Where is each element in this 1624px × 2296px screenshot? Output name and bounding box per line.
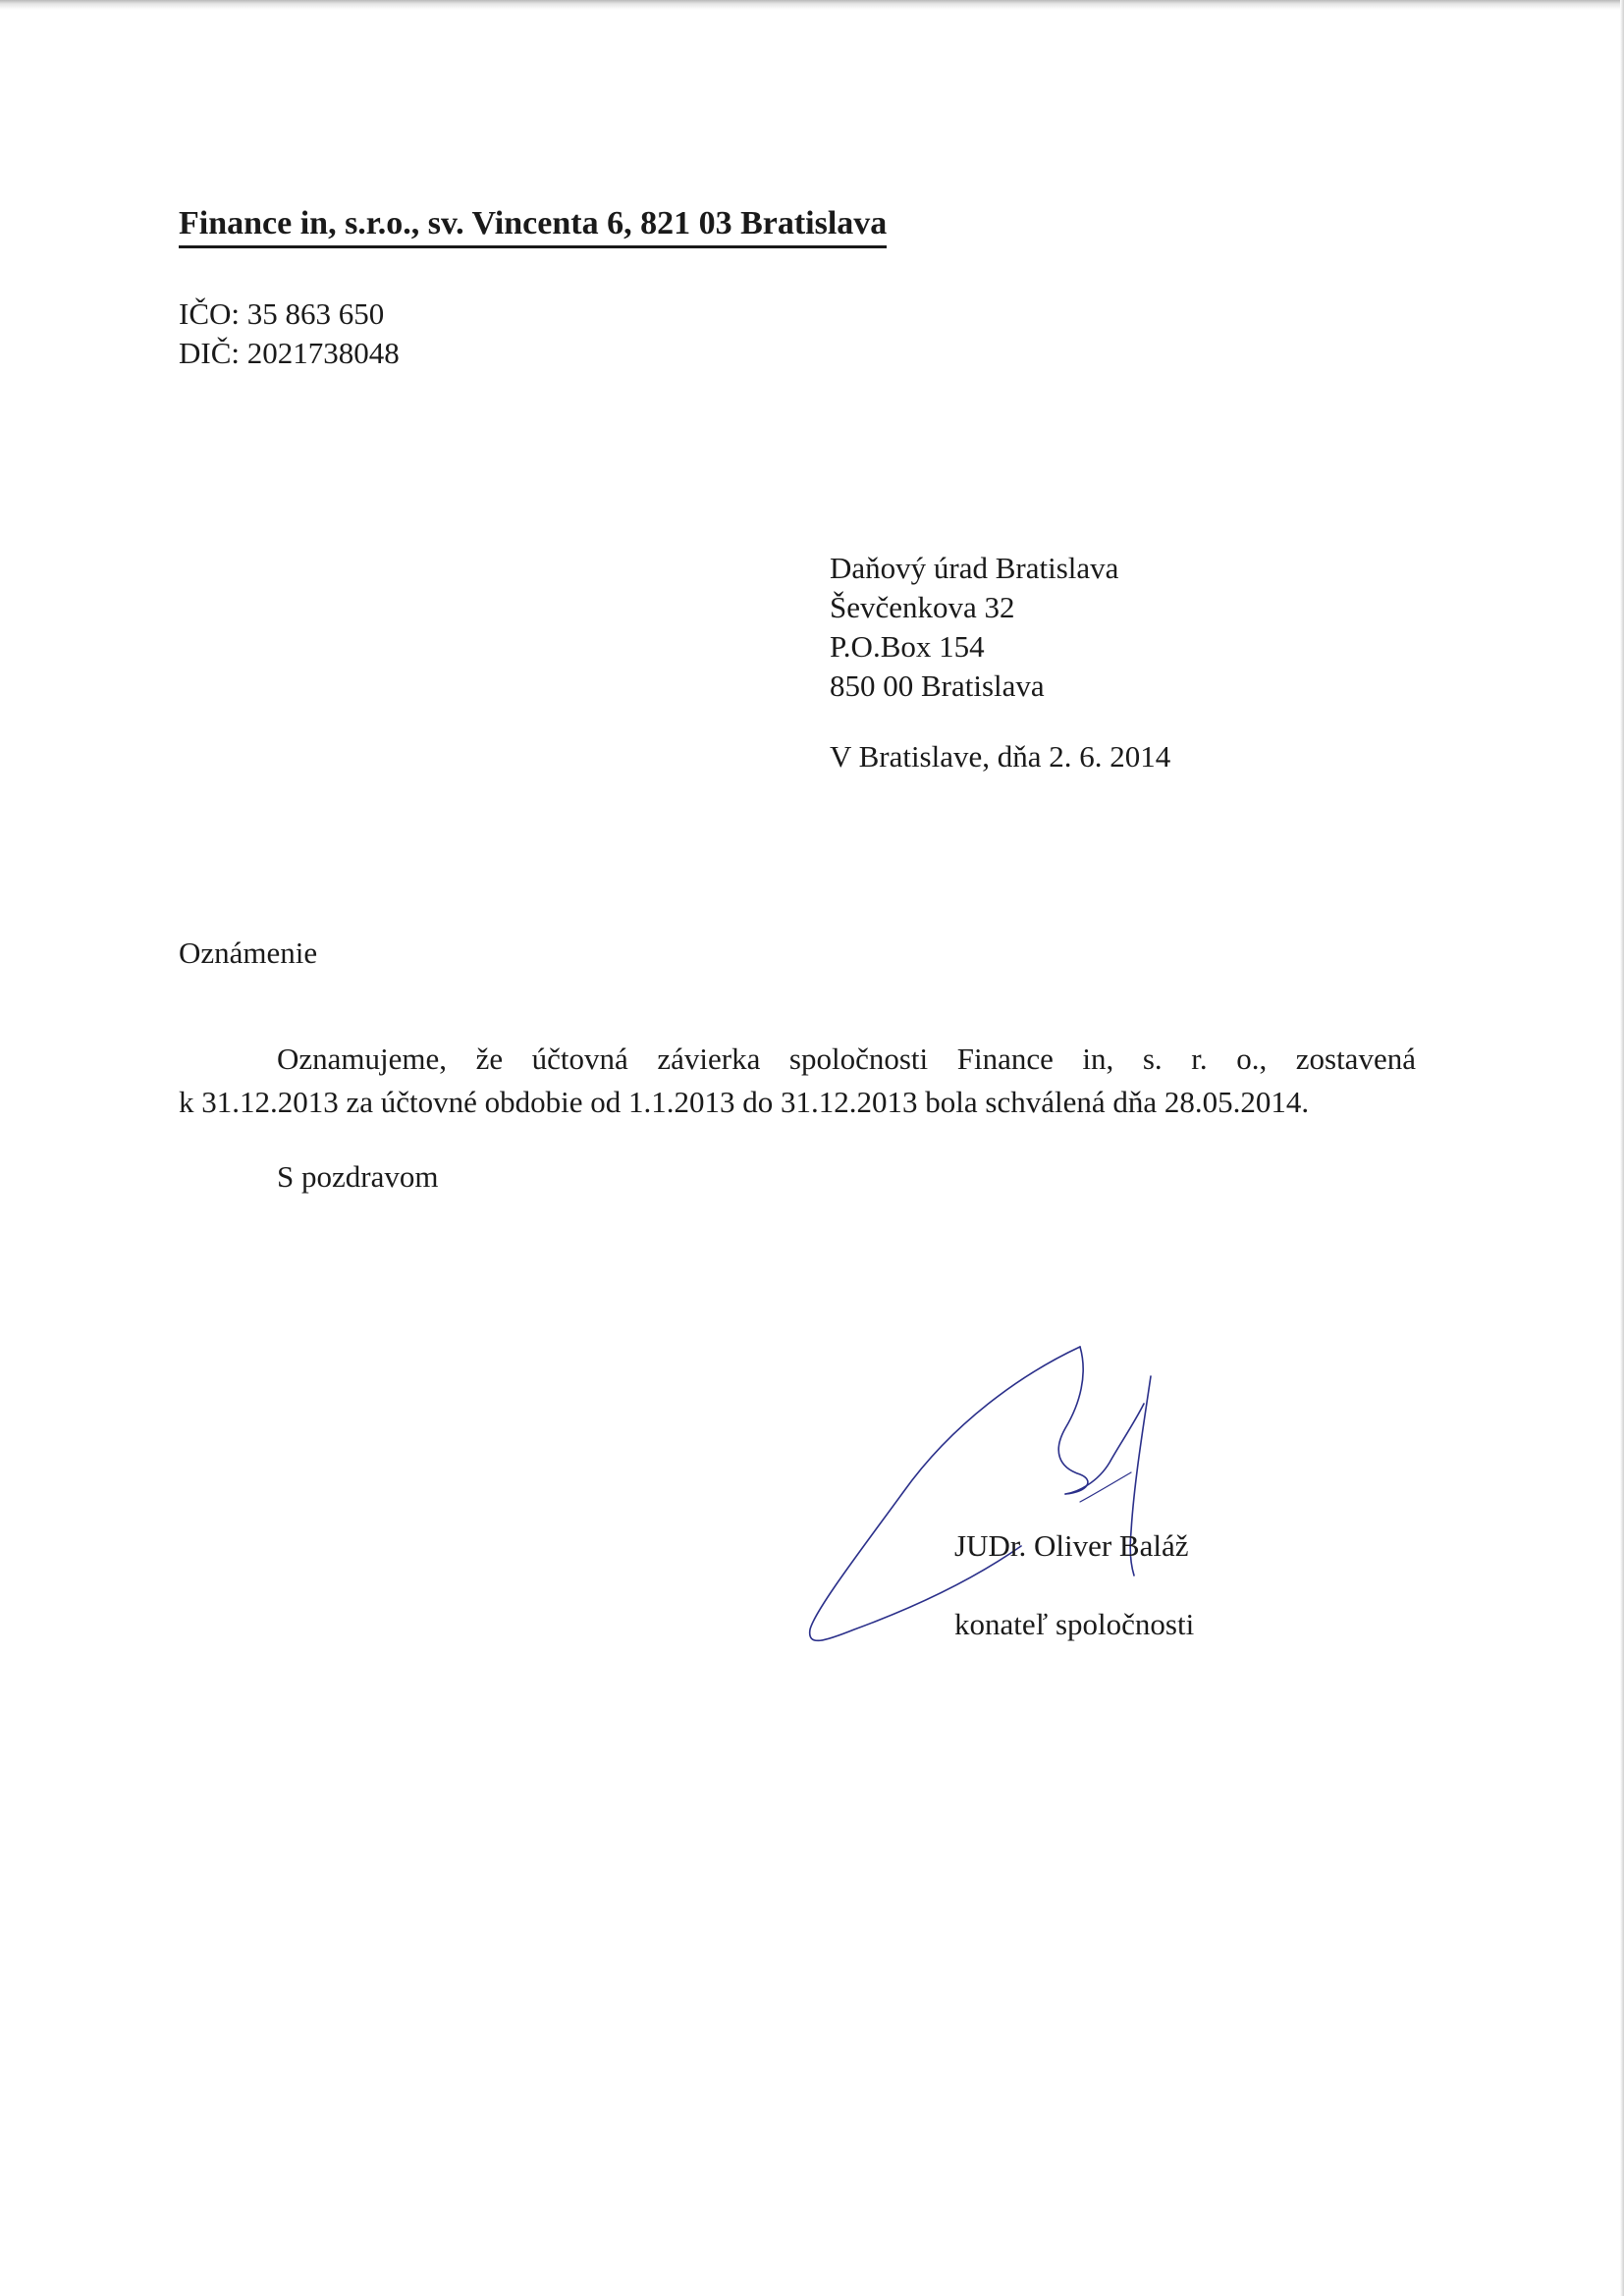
- body-word: in,: [1082, 1041, 1114, 1076]
- recipient-line-2: Ševčenkova 32: [830, 590, 1015, 624]
- body-word: o.,: [1236, 1041, 1268, 1076]
- signatory-role: konateľ spoločnosti: [954, 1607, 1195, 1641]
- body-line-2: k 31.12.2013 za účtovné obdobie od 1.1.2013 do 31.12.2013 bola schválená dňa 28.05.2014.: [179, 1085, 1310, 1119]
- body-word: zostavená: [1295, 1041, 1416, 1076]
- dic-number: DIČ: 2021738048: [179, 336, 400, 370]
- recipient-line-3: P.O.Box 154: [830, 629, 985, 664]
- body-word: Oznamujeme,: [277, 1041, 448, 1076]
- body-word: r.: [1191, 1041, 1208, 1076]
- scan-edge-top: [0, 0, 1624, 10]
- recipient-line-4: 850 00 Bratislava: [830, 668, 1045, 703]
- body-word: Finance: [956, 1041, 1054, 1076]
- body-word: závierka: [657, 1041, 761, 1076]
- company-letterhead: Finance in, s.r.o., sv. Vincenta 6, 821 03 Bratislava: [179, 203, 887, 248]
- closing-greeting: S pozdravom: [277, 1159, 439, 1194]
- company-identifiers: [179, 294, 400, 373]
- recipient-address: [830, 549, 1118, 706]
- recipient-line-1: Daňový úrad Bratislava: [830, 551, 1119, 585]
- body-line-1: [179, 1038, 1416, 1081]
- date-line: V Bratislave, dňa 2. 6. 2014: [830, 739, 1171, 774]
- body-word: účtovná: [531, 1041, 628, 1076]
- signatory-name: JUDr. Oliver Baláž: [954, 1528, 1189, 1563]
- letter-subject: Oznámenie: [179, 935, 318, 970]
- body-word: spoločnosti: [788, 1041, 929, 1076]
- body-word: s.: [1142, 1041, 1163, 1076]
- scan-edge-right: [1620, 0, 1624, 2296]
- ico-number: IČO: 35 863 650: [179, 296, 385, 331]
- letter-body: [179, 1038, 1416, 1124]
- body-word: že: [475, 1041, 504, 1076]
